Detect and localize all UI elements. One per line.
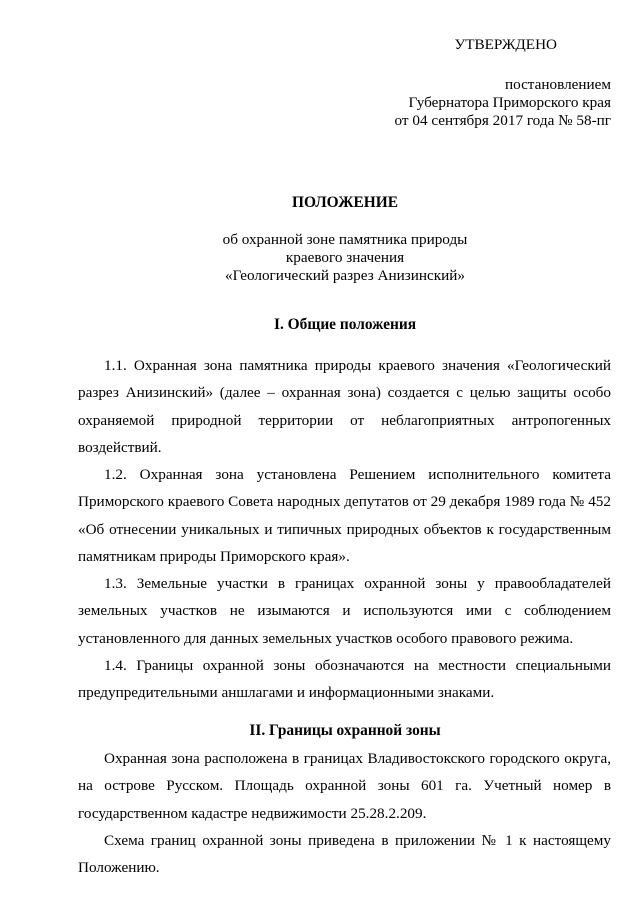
- paragraph-1-4: 1.4. Границы охранной зоны обозначаются на местности специальными предупредительными аншлагами и информационными знаками.: [78, 657, 611, 702]
- approved-label: УТВЕРЖДЕНО: [454, 36, 557, 53]
- subtitle-line-3: «Геологический разрез Анизинский»: [225, 267, 465, 284]
- document-title: ПОЛОЖЕНИЕ: [292, 194, 398, 211]
- paragraph-1-1: 1.1. Охранная зона памятника природы краевого значения «Геологический разрез Анизинский» (далее – охранная зона) создается с целью защиты особо охраняемой природной территории от неблагоприятных антропогенных воздействий.: [78, 357, 611, 457]
- approval-line-1: постановлением: [504, 76, 611, 93]
- paragraph-2-2: Схема границ охранной зоны приведена в приложении № 1 к настоящему Положению.: [78, 832, 611, 877]
- approval-line-2: Губернатора Приморского края: [408, 94, 611, 111]
- paragraph-2-1: Охранная зона расположена в границах Владивостокского городского округа, на острове Русском. Площадь охранной зоны 601 га. Учетный номер в государственном кадастре недвижимости 25.28.2.209.: [78, 750, 611, 822]
- document-subtitle: [0, 231, 640, 285]
- section-heading-general: I. Общие положения: [273, 316, 417, 333]
- subtitle-line-2: краевого значения: [285, 249, 405, 266]
- approval-line-3: от 04 сентября 2017 года № 58-пг: [394, 112, 611, 129]
- paragraph-1-2: 1.2. Охранная зона установлена Решением исполнительного комитета Приморского краевого Совета народных депутатов от 29 декабря 1989 года № 452 «Об отнесении уникальных и типичных природных объектов к государственным памятникам природы Приморского края».: [78, 466, 611, 566]
- subtitle-line-1: об охранной зоне памятника природы: [222, 231, 468, 248]
- paragraph-1-3: 1.3. Земельные участки в границах охранной зоны у правообладателей земельных участков не изымаются и используются ими с соблюдением установленного для данных земельных участков особого правового режима.: [78, 575, 611, 647]
- approval-block: [395, 36, 611, 130]
- section-heading-boundaries: II. Границы охранной зоны: [249, 722, 441, 739]
